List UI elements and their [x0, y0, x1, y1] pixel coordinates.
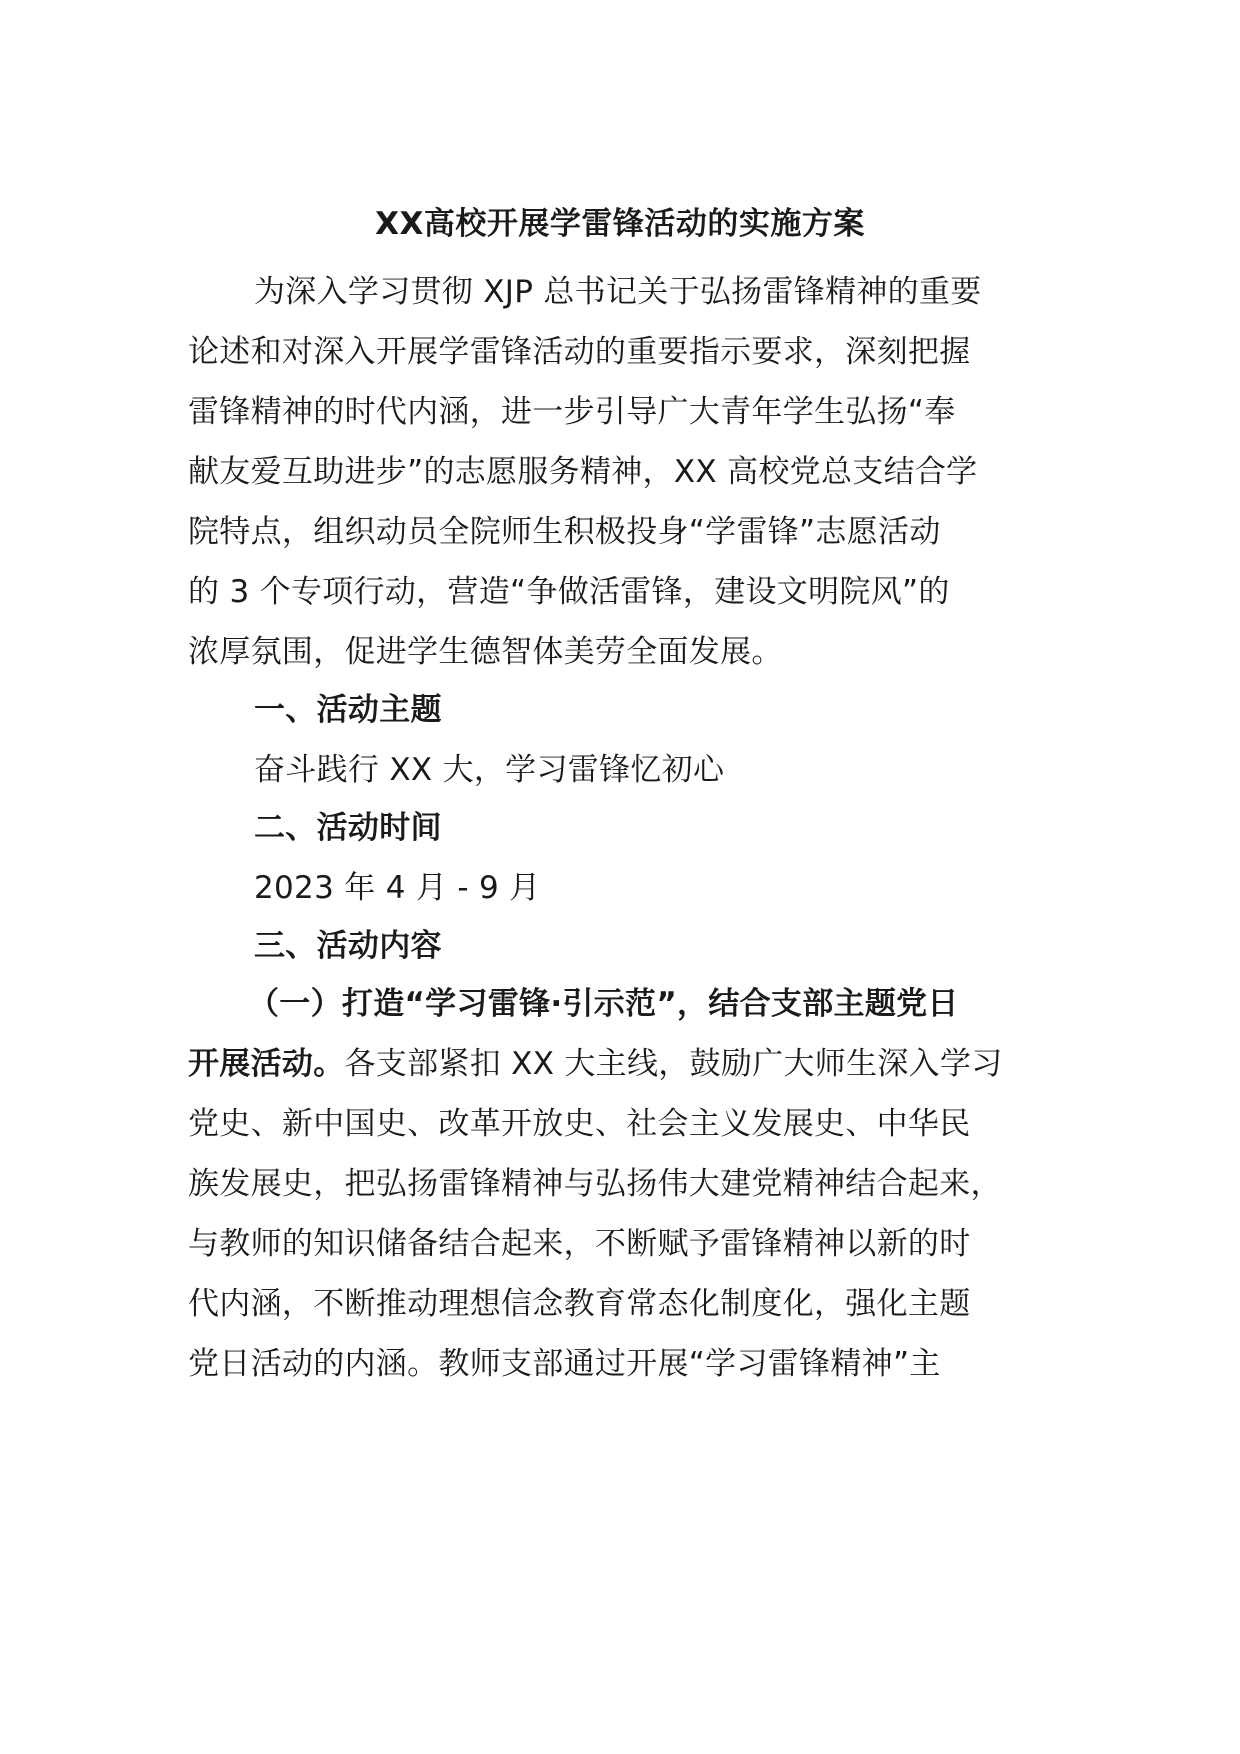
subsection1-heading-end: 开展活动。	[188, 1046, 345, 1082]
section1-heading: 一、活动主题	[254, 692, 442, 728]
subsection1-line-6: 代内涵，不断推动理想信念教育常态化制度化，强化主题	[188, 1286, 971, 1322]
subsection1-line-5: 与教师的知识储备结合起来，不断赋予雷锋精神以新的时	[188, 1226, 971, 1262]
subsection1-heading: （一）打造“学习雷锋·引示范”，结合支部主题党日	[248, 986, 959, 1022]
intro-line-5: 院特点，组织动员全院师生积极投身“学雷锋”志愿活动	[188, 514, 941, 550]
section3-heading: 三、活动内容	[254, 928, 442, 964]
subsection1-line-7: 党日活动的内涵。教师支部通过开展“学习雷锋精神”主	[188, 1346, 941, 1382]
subsection1-line-3: 党史、新中国史、改革开放史、社会主义发展史、中华民	[188, 1106, 971, 1142]
intro-line-4: 献友爱互助进步”的志愿服务精神，XX 高校党总支结合学	[188, 454, 978, 490]
intro-line-1: 为深入学习贯彻 XJP 总书记关于弘扬雷锋精神的重要	[254, 274, 982, 310]
subsection1-line-2	[188, 1042, 1003, 1086]
section2-text: 2023 年 4 月 - 9 月	[254, 870, 541, 906]
intro-line-2: 论述和对深入开展学雷锋活动的重要指示要求，深刻把握	[188, 334, 971, 370]
document-title: XX高校开展学雷锋活动的实施方案	[375, 206, 865, 242]
section2-heading: 二、活动时间	[254, 810, 442, 846]
section1-text: 奋斗践行 XX 大，学习雷锋忆初心	[254, 752, 725, 788]
subsection1-line-4: 族发展史，把弘扬雷锋精神与弘扬伟大建党精神结合起来，	[188, 1166, 1002, 1202]
intro-line-6: 的 3 个专项行动，营造“争做活雷锋，建设文明院风”的	[188, 574, 950, 610]
subsection1-text-start: 各支部紧扣 XX 大主线，鼓励广大师生深入学习	[344, 1046, 1003, 1082]
intro-line-3: 雷锋精神的时代内涵，进一步引导广大青年学生弘扬“奉	[188, 394, 956, 430]
intro-line-7: 浓厚氛围，促进学生德智体美劳全面发展。	[188, 634, 783, 670]
